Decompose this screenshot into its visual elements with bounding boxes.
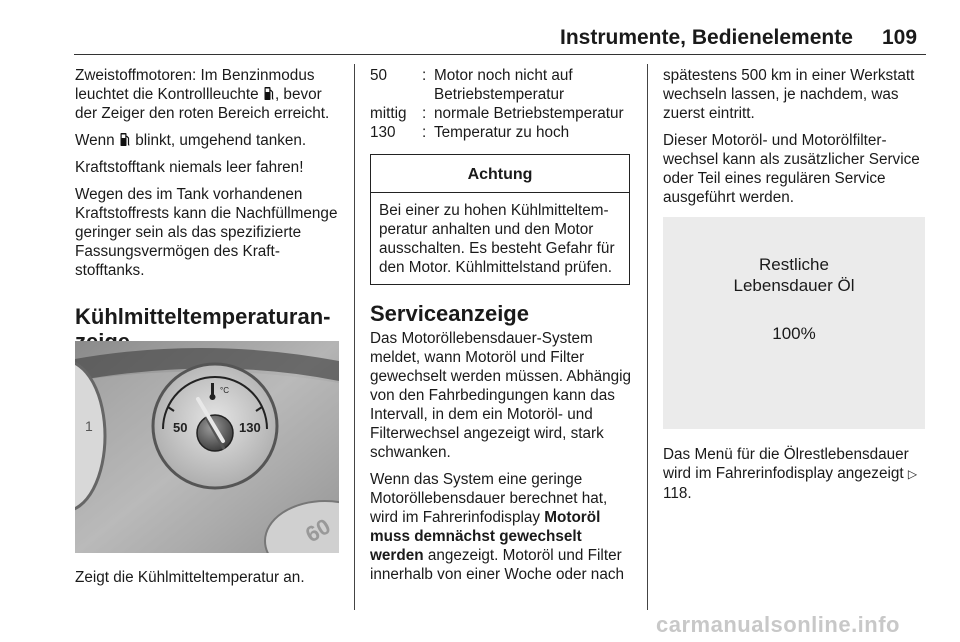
display-message: Motoröl muss demnächst gewechselt werden <box>370 509 601 564</box>
page-header-title: Instrumente, Bedienelemente <box>560 26 853 49</box>
table-row: mittig : normale Betriebstemperatur <box>370 105 624 122</box>
paragraph-tank-residual: Wegen des im Tank vorhandenen Kraftstoffrests kann die Nachfüllmenge geringer sein als das spezifizierte Fassungsvermögen des Kraftstofftanks. <box>75 186 338 279</box>
oil-life-display <box>663 217 925 429</box>
section-heading-service: Serviceanzeige <box>370 301 529 326</box>
oil-life-value: 100% <box>772 324 816 343</box>
gauge-right-number: 60 <box>301 513 335 548</box>
gauge-high-label: 130 <box>239 420 261 435</box>
paragraph-blink: Wenn blinkt, umgehend tanken. <box>75 132 307 149</box>
coolant-gauge-figure <box>75 341 339 553</box>
column-rule-1 <box>354 64 355 610</box>
column-rule-2 <box>647 64 648 610</box>
cross-reference-page[interactable]: 118. <box>663 485 692 502</box>
gauge-left-number: 1 <box>85 418 93 434</box>
table-row: 130 : Temperatur zu hoch <box>370 124 570 141</box>
fuel-pump-icon <box>264 86 274 101</box>
table-row: 50 : Motor noch nicht auf Betriebstemperatur <box>370 67 573 103</box>
warning-title: Achtung <box>371 155 629 193</box>
gauge-unit-label: °C <box>220 386 229 395</box>
paragraph-dual-fuel: Zweistoffmotoren: Im Benzinmodus leuchtet die Kontrollleuchte , bevor der Zeiger den roten Bereich erreicht. <box>75 67 330 122</box>
warning-box <box>370 154 630 285</box>
column-3 <box>663 66 927 511</box>
gauge-low-label: 50 <box>173 420 188 435</box>
paragraph-low-oil-life: Wenn das System eine geringe Motoröllebensdauer berechnet hat, wird im Fahrerinfodisplay Motoröl muss demnächst gewechselt werden angezeigt. Motoröl und Filter innerhalb von einer Woche oder nach <box>370 471 624 583</box>
temperature-table <box>370 66 632 142</box>
paragraph-tank-warning: Kraftstofftank niemals leer fahren! <box>75 159 304 176</box>
header-rule <box>74 54 926 55</box>
page-number: 109 <box>882 26 918 49</box>
watermark: carmanualsonline.info <box>656 612 900 637</box>
cross-reference-arrow-icon: ▷ <box>907 467 918 481</box>
paragraph-menu: Das Menü für die Ölrestlebensdauer wird im Fahrerinfodisplay angezeigt ▷ 118. <box>663 446 918 502</box>
paragraph-oil-life-system: Das Motoröllebensdauer-System meldet, wann Motoröl und Filter gewechselt werden müssen. Abhängig von den Fahrbedingungen kann das Intervall, in dem ein Motoröl- und Filterwechsel angezeigt wird, stark schwanken. <box>370 330 632 461</box>
display-line-2: Lebensdauer Öl <box>733 276 855 295</box>
warning-body: Bei einer zu hohen Kühlmitteltemperatur anhalten und den Motor ausschalten. Es besteht Gefahr für den Motor. Kühlmittelstand prüfen. <box>379 202 615 276</box>
column-1 <box>75 66 343 354</box>
paragraph-workshop: spätestens 500 km in einer Werkstatt wechseln lassen, je nachdem, was zuerst eintritt. <box>663 67 915 122</box>
display-line-1: Restliche <box>759 255 829 274</box>
figure-caption: Zeigt die Kühlmitteltemperatur an. <box>75 569 305 586</box>
column-2 <box>370 66 632 592</box>
section-heading-coolant: Kühlmitteltemperaturan <box>75 304 331 329</box>
fuel-pump-icon <box>120 132 130 147</box>
paragraph-service-change: Dieser Motoröl- und Motorölfilterwechsel kann als zusätzlicher Service oder Teil eines regulären Service ausgeführt werden. <box>663 132 920 206</box>
